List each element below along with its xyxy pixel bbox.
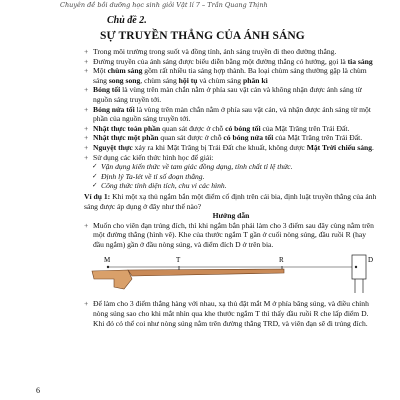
bullet-text: của Mặt Trăng trên Trái Đất. [273, 133, 363, 143]
bullet-text: Đường truyền của ánh sáng được biểu diễn bằng một đường thẳng có hướng, gọi là [93, 56, 348, 66]
sub-item [84, 172, 378, 182]
check-icon: ✓ [92, 163, 98, 171]
rifle-aiming-figure [84, 249, 378, 299]
bullet-text: là vùng trên màn chắn nằm ở phía sau vật cản, và nhận được ánh sáng từ một phần của nguồn sáng truyền tới. [93, 104, 371, 124]
bullet-text: . [372, 142, 374, 152]
plus-icon: + [84, 299, 89, 309]
guide-text: Để làm cho 3 điểm thẳng hàng với nhau, xạ thủ đặt mắt M ở phía băng súng, và điều chỉnh nòng súng sao cho khi mắt nhìn qua khe thước ngắm T thì thấy đầu ruồi R che lấp điểm D. Khi đó có thể coi như nòng súng nằm trên đường thẳng TRD, và viên đạn sẽ đi trúng đích. [93, 299, 369, 328]
sub-item [84, 181, 378, 191]
term-bold: phân kì [243, 75, 268, 85]
example-label: Ví dụ 1: [84, 191, 111, 201]
bullet-text: quan sát được ở chỗ [160, 123, 226, 133]
sub-item-text: Định lý Ta-lét về tỉ số đoạn thẳng. [101, 171, 205, 181]
plus-icon: + [84, 104, 89, 114]
bullet-text: xảy ra khi Mặt Trăng bị Trái Đất che khuất, không được [132, 142, 307, 152]
sub-item [84, 162, 378, 172]
bullet-item [84, 153, 378, 163]
rifle-stock [92, 270, 132, 289]
target-board [352, 255, 366, 279]
term-bold: Bóng tối [93, 85, 121, 95]
plus-icon: + [84, 123, 89, 133]
bullet-text: , chùm sáng [140, 75, 179, 85]
bullet-text: của Mặt Trăng trên Trái Đất. [260, 123, 350, 133]
bullet-text: là vùng trên màn chắn nằm ở phía sau vật cản và không nhận được ánh sáng từ nguồn sáng truyền tới. [93, 85, 362, 104]
bullet-item [84, 47, 378, 57]
bullet-item [84, 143, 378, 153]
rifle-barrel [128, 269, 284, 276]
term-bold: có bóng nửa tối [223, 133, 274, 143]
bullet-text: Sử dụng các kiến thức hình học để giải: [93, 152, 214, 162]
guide-item [84, 299, 378, 328]
bullet-item [84, 124, 378, 134]
guide-item [84, 221, 378, 250]
bullet-text: quan sát được ở chỗ [158, 133, 224, 143]
bullet-text: Một [93, 66, 108, 76]
label-r: R [279, 256, 284, 265]
sub-item-text: Vận dụng kiến thức về tam giác đồng dạng, tính chất tỉ lệ thức. [101, 162, 293, 172]
eye-point [107, 266, 109, 268]
term-bold: tia sáng [347, 56, 373, 66]
plus-icon: + [84, 66, 89, 76]
bullet-item [84, 85, 378, 104]
plus-icon: + [84, 85, 89, 95]
bullet-item [84, 133, 378, 143]
bullet-text: Trong môi trường trong suốt và đồng tính, ánh sáng truyền đi theo đường thẳng. [93, 47, 337, 56]
check-icon: ✓ [92, 172, 98, 180]
page-title: SỰ TRUYỀN THẲNG CỦA ÁNH SÁNG [100, 30, 305, 42]
label-d: D [368, 256, 374, 265]
plus-icon: + [84, 142, 89, 152]
plus-icon: + [84, 56, 89, 66]
term-bold: có bóng tối [225, 123, 261, 133]
bullet-item [84, 57, 378, 67]
term-bold: hội tụ [178, 75, 198, 85]
term-bold: Nhật thực một phần [93, 133, 159, 143]
plus-icon: + [84, 47, 89, 56]
example-question-text: Khi một xạ thủ ngắm bắn một điểm cố định trên cái bia, định luật truyền thẳng của ánh sáng được áp dụng ở đây như thế nào? [84, 191, 377, 211]
term-bold: Mặt Trời chiếu sáng [306, 142, 373, 152]
topic-label: Chủ đề 2. [107, 15, 147, 26]
main-content [84, 47, 378, 328]
page-number: 6 [36, 386, 40, 395]
bullet-text: gồm rất nhiều tia sáng hợp thành. Ba loại chùm sáng thường gặp là chùm sáng [93, 66, 367, 85]
plus-icon: + [84, 220, 89, 230]
plus-icon: + [84, 133, 89, 143]
bullet-item [84, 66, 378, 85]
target-point [355, 266, 357, 268]
rifle-diagram [84, 249, 378, 299]
term-bold: song song [108, 75, 141, 85]
label-t: T [176, 256, 181, 265]
guide-heading: Hướng dẫn [212, 211, 250, 221]
plus-icon: + [84, 152, 89, 162]
example-question [84, 192, 378, 211]
term-bold: Bóng nửa tối [93, 104, 135, 114]
running-header: Chuyên đề bồi dưỡng học sinh giỏi Vật lí 7 – Trần Quang Thịnh [60, 1, 268, 9]
term-bold: Nhật thực toàn phần [93, 123, 161, 133]
guide-text: Muốn cho viên đạn trúng đích, thì khi ngắm bắn phải làm cho 3 điểm sau đây cùng nằm trên một đường thẳng (hình vẽ). Khe của thước ngắm T gần ở cuối nòng súng, đầu ruồi R (hay đầu ngắm) gần ở đầu nòng súng, và điểm đích D ở trên bia. [93, 220, 374, 249]
bullet-item [84, 105, 378, 124]
term-bold: Nguyệt thực [93, 142, 133, 152]
sub-item-text: Công thức tính diện tích, chu vi các hình. [101, 181, 227, 191]
check-icon: ✓ [92, 182, 98, 190]
label-m: M [104, 256, 111, 265]
term-bold: chùm sáng [107, 66, 143, 76]
bullet-text: và chùm sáng [197, 75, 244, 85]
